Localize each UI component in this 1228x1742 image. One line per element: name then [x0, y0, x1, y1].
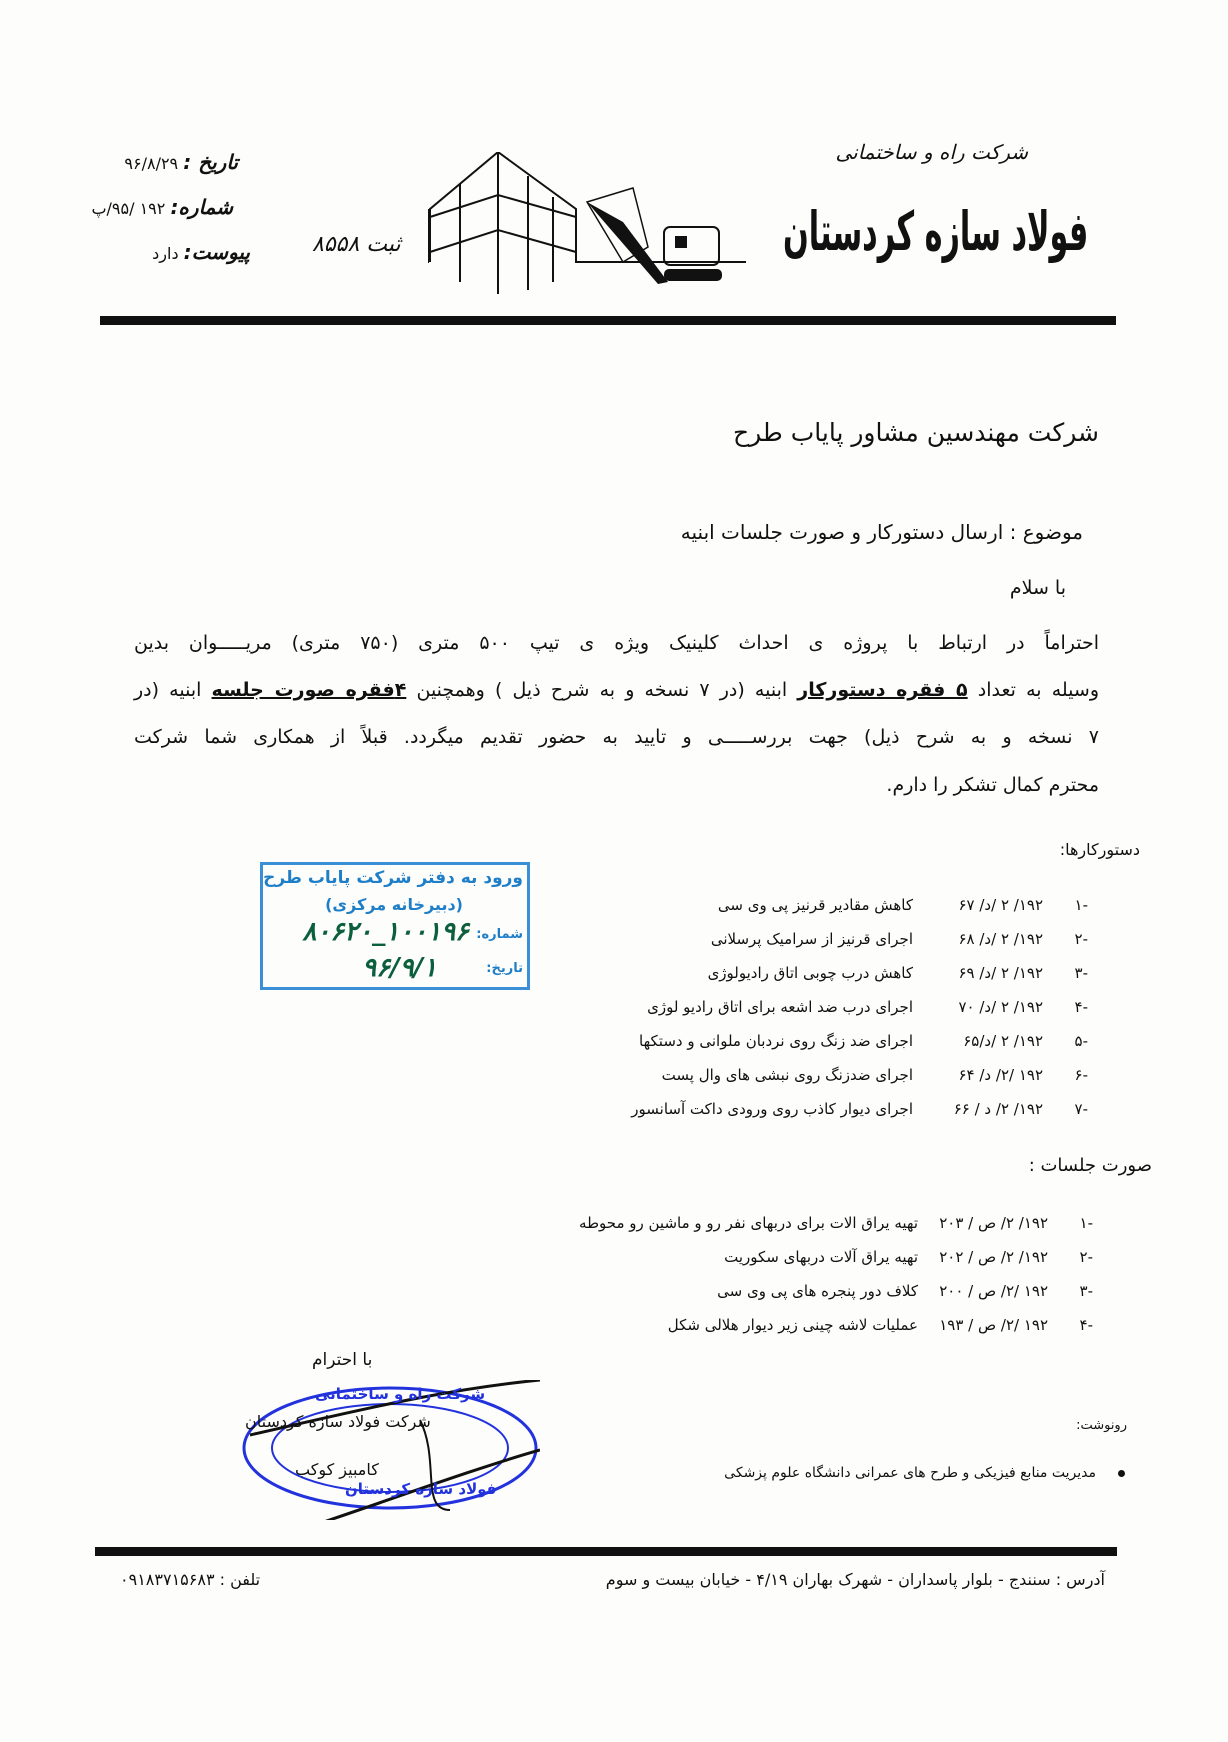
work-orders-heading: دستورکارها: [1059, 840, 1140, 859]
letter-date [124, 150, 238, 174]
body-line-2 [134, 679, 1099, 701]
minutes-heading: صورت جلسات : [1028, 1155, 1152, 1176]
item-number: -۱ [1079, 1214, 1093, 1232]
item-text: اجرای ضد زنگ روی نردبان ملوانی و دستکها [639, 1032, 913, 1050]
stamp-date-label: تاریخ: [486, 961, 523, 976]
item-text: کاهش مقادیر قرنیز پی وی سی [717, 896, 913, 914]
company-name-logo: فولاد سازه کردستان [782, 200, 1088, 263]
stamp-subtitle: (دبیرخانه مرکزی) [325, 895, 463, 914]
signature-company: شرکت فولاد سازه کردستان [245, 1412, 431, 1431]
item-text: تهیه یراق آلات دربهای سکوریت [724, 1248, 918, 1266]
item-reference: ۱۹۲ /۲/ ص / ۱۹۳ [939, 1316, 1048, 1334]
list-item [193, 1316, 1093, 1340]
signature-name: کامبیز کوکب [295, 1460, 379, 1479]
stamp-date-value: ۹۶/۹/۱ [362, 953, 437, 983]
header-divider [100, 316, 1116, 325]
list-item [193, 1248, 1093, 1272]
stamp-title: ورود به دفتر شرکت پایاب طرح [263, 868, 523, 888]
cc-item [724, 1465, 1125, 1481]
attachment-value: دارد [152, 244, 179, 263]
body-line-3: ۷ نسخه و به شرح ذیل) جهت بررســـــی و تایید به حضور تقدیم میگردد. قبلاً از همکاری شما شرکت [134, 726, 1099, 748]
item-reference: ۱۹۲ /۲/ د/ ۶۴ [958, 1066, 1043, 1084]
item-text: کلاف دور پنجره های پی وی سی [717, 1282, 918, 1300]
list-item [188, 1066, 1088, 1090]
subject: موضوع : ارسال دستورکار و صورت جلسات ابنیه [680, 520, 1083, 544]
item-reference: ۱۹۲/ ۲ /د/ ۶۹ [958, 964, 1043, 982]
list-item [193, 1214, 1093, 1238]
footer-divider [95, 1547, 1117, 1556]
number-label: شماره: [170, 195, 233, 219]
body-text: ابنیه (در ۷ نسخه و به شرح ذیل ) وهمچنین [406, 679, 798, 701]
item-text: تهیه یراق الات برای دربهای نفر رو و ماشین رو محوطه [579, 1214, 918, 1232]
item-reference: ۱۹۲/ ۲ /د/۶۵ [963, 1032, 1043, 1050]
seal-text-top: شرکت راه و ساختمانی [315, 1385, 486, 1403]
list-item [193, 1282, 1093, 1306]
item-reference: ۱۹۲/ ۲ /د/ ۶۸ [958, 930, 1043, 948]
item-reference: ۱۹۲/ ۲/ د / ۶۶ [953, 1100, 1043, 1118]
bullet-icon [1118, 1470, 1125, 1477]
number-value: ۱۹۲ /۹۵/پ [91, 199, 166, 218]
letter-number [91, 195, 233, 219]
minutes-count: ۴فقره صورت جلسه [211, 679, 407, 701]
company-small-name: شرکت راه و ساختمانی [835, 140, 1028, 164]
item-number: -۴ [1079, 1316, 1093, 1334]
recipient: شرکت مهندسین مشاور پایاب طرح [732, 418, 1099, 447]
work-order-count: ۵ فقره دستورکار [797, 679, 968, 701]
item-reference: ۱۹۲/ ۲/ ص / ۲۰۲ [939, 1248, 1048, 1266]
footer-phone: تلفن : ۰۹۱۸۳۷۱۵۶۸۳ [120, 1570, 261, 1589]
item-number: -۳ [1074, 964, 1088, 982]
body-text: ابنیه (در [134, 679, 212, 701]
stamp-number-value: ۱۰۰۱۹۶_۸۰۶۲۰ [302, 917, 469, 947]
item-text: کاهش درب چوبی اتاق رادیولوژی [707, 964, 913, 982]
item-reference: ۱۹۲/ ۲ /د/ ۷۰ [958, 998, 1043, 1016]
item-reference: ۱۹۲/ ۲ /د/ ۶۷ [958, 896, 1043, 914]
item-reference: ۱۹۲ /۲/ ص / ۲۰۰ [939, 1282, 1048, 1300]
attachment-label: پیوست: [183, 240, 250, 264]
item-number: -۴ [1074, 998, 1088, 1016]
cc-heading: رونوشت: [1076, 1418, 1127, 1433]
stamp-number-label: شماره: [476, 927, 523, 942]
date-label: تاریخ : [183, 150, 238, 174]
item-number: -۳ [1079, 1282, 1093, 1300]
cc-item-text: مدیریت منابع فیزیکی و طرح های عمرانی دانشگاه علوم پزشکی [724, 1465, 1096, 1481]
date-value: ۹۶/۸/۲۹ [124, 154, 179, 173]
body-line-4: محترم کمال تشکر را دارم. [886, 774, 1099, 796]
greeting: با سلام [1009, 577, 1066, 599]
item-number: -۶ [1074, 1066, 1088, 1084]
item-number: -۷ [1074, 1100, 1088, 1118]
item-text: اجرای ضدزنگ روی نبشی های وال پست [661, 1066, 913, 1084]
closing: با احترام [312, 1350, 373, 1370]
list-item [188, 998, 1088, 1022]
item-number: -۲ [1074, 930, 1088, 948]
item-number: -۵ [1074, 1032, 1088, 1050]
item-text: عملیات لاشه چینی زیر دیوار هلالی شکل [667, 1316, 918, 1334]
letter-attachment [152, 240, 250, 264]
item-reference: ۱۹۲/ ۲/ ص / ۲۰۳ [939, 1214, 1048, 1232]
item-text: اجرای قرنیز از سرامیک پرسلانی [710, 930, 913, 948]
item-text: اجرای درب ضد اشعه برای اتاق رادیو لوژی [647, 998, 913, 1016]
receipt-stamp [260, 862, 530, 990]
seal-text-bottom: فولاد سازه کردستان [345, 1480, 497, 1498]
body-line-1: احتراماً در ارتباط با پروژه ی احداث کلینیک ویژه ی تیپ ۵۰۰ متری (۷۵۰ متری) مریـــــوان بدین [134, 632, 1099, 654]
list-item [188, 1100, 1088, 1124]
list-item [188, 1032, 1088, 1056]
registration-number: ثبت ۸۵۵۸ [312, 232, 401, 257]
item-number: -۱ [1074, 896, 1088, 914]
footer-address: آدرس : سنندج - بلوار پاسداران - شهرک بهاران ۴/۱۹ - خیابان بیست و سوم [605, 1570, 1105, 1589]
building-excavator-logo [428, 152, 750, 297]
body-text: وسیله به تعداد [967, 679, 1099, 701]
item-text: اجرای دیوار کاذب روی ورودی داکت آسانسور [631, 1100, 913, 1118]
item-number: -۲ [1079, 1248, 1093, 1266]
